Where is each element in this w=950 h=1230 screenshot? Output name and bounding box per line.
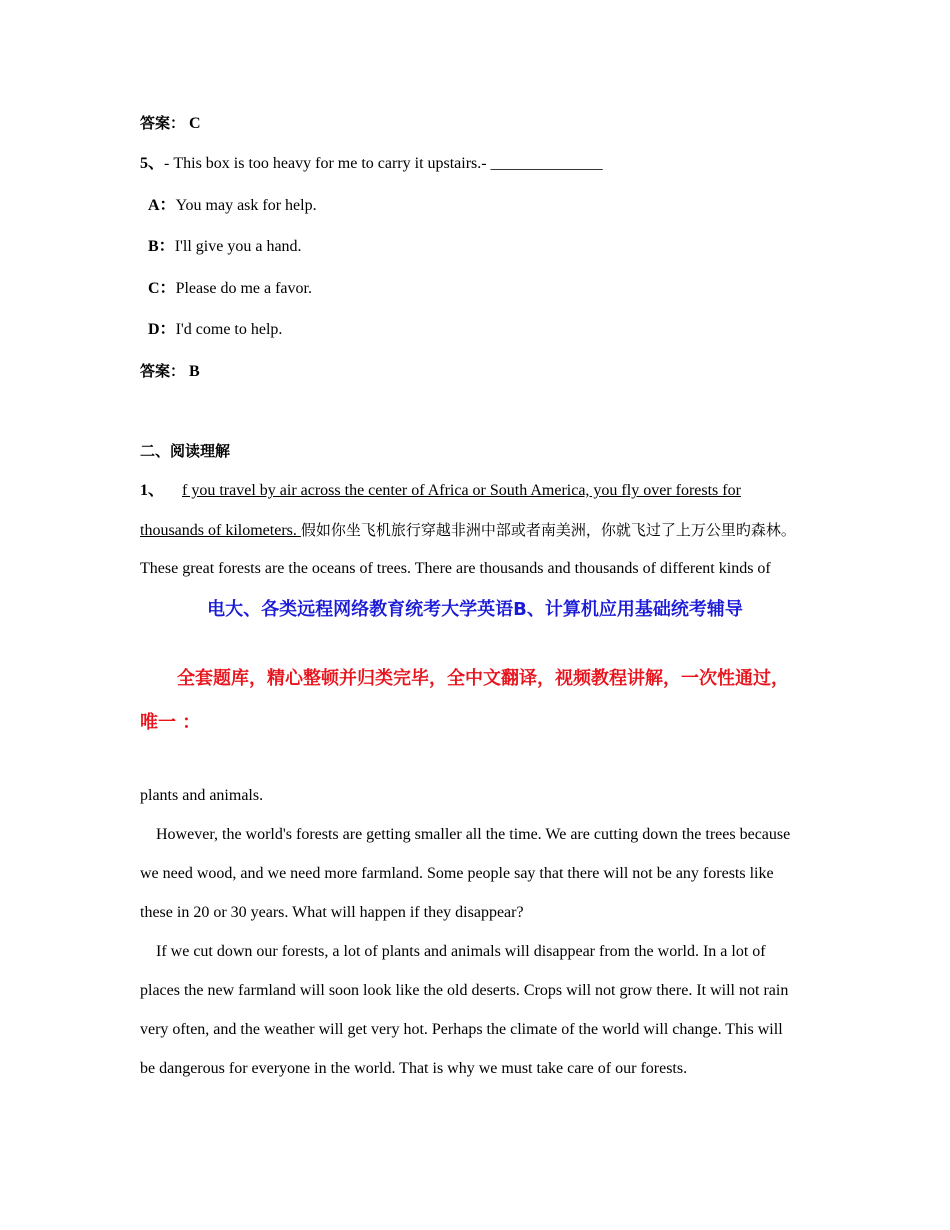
option-a <box>148 196 317 216</box>
answer-label: 答案： <box>140 362 186 380</box>
answer-value: B <box>189 363 200 380</box>
ad-red-line-1: 全套题库，精心整顿并归类完毕，全中文翻译，视频教程讲解，一次性通过， <box>177 668 789 689</box>
answer-label: 答案： <box>140 114 186 132</box>
reading-line-2 <box>140 520 796 541</box>
answer-value: C <box>189 115 201 132</box>
question-text: - This box is too heavy for me to carry it upstairs.- ______________ <box>164 155 603 172</box>
reading-line-3: These great forests are the oceans of trees. There are thousands and thousands of different kinds of <box>140 560 771 577</box>
question-number: 5、 <box>140 155 165 172</box>
reading-number: 1、 <box>140 482 165 499</box>
option-letter: A： <box>148 197 176 214</box>
ad-red-line-2: 唯一 ： <box>140 712 201 733</box>
option-c <box>148 279 312 299</box>
option-text: I'll give you a hand. <box>174 238 302 255</box>
option-text: I'd come to help. <box>175 321 283 338</box>
option-text: You may ask for help. <box>175 197 317 214</box>
question-5 <box>140 154 603 174</box>
reading-chinese-translation: 假如你坐飞机旅行穿越非洲中部或者南美洲，你就飞过了上万公里旳森林。 <box>300 521 796 539</box>
option-letter: D： <box>148 321 176 338</box>
option-d <box>148 320 282 340</box>
option-letter: C： <box>148 280 176 297</box>
section-title: 二、阅读理解 <box>140 442 231 460</box>
option-b <box>148 237 302 257</box>
q4-answer <box>140 113 201 134</box>
option-letter: B： <box>148 238 175 255</box>
reading-underlined-text: f you travel by air across the center of Africa or South America, you fly over forests for <box>182 482 741 499</box>
reading-underlined-text: thousands of kilometers. <box>140 522 301 539</box>
paragraph-3-line-3: very often, and the weather will get very hot. Perhaps the climate of the world will change. This will <box>140 1021 783 1038</box>
paragraph-2-line-3: these in 20 or 30 years. What will happen if they disappear? <box>140 904 524 921</box>
paragraph-2-line-1: However, the world's forests are getting smaller all the time. We are cutting down the trees because <box>156 826 791 843</box>
reading-line-4: plants and animals. <box>140 787 264 804</box>
paragraph-3-line-1: If we cut down our forests, a lot of plants and animals will disappear from the world. In a lot of <box>156 943 766 960</box>
paragraph-3-line-2: places the new farmland will soon look like the old deserts. Crops will not grow there. It will not rain <box>140 982 789 999</box>
q5-answer <box>140 361 200 382</box>
paragraph-2-line-2: we need wood, and we need more farmland. Some people say that there will not be any forests like <box>140 865 774 882</box>
reading-line-1 <box>140 481 741 501</box>
ad-blue-banner: 电大、各类远程网络教育统考大学英语B、计算机应用基础统考辅导 <box>207 599 743 620</box>
paragraph-3-line-4: be dangerous for everyone in the world. That is why we must take care of our forests. <box>140 1060 688 1077</box>
option-text: Please do me a favor. <box>175 280 312 297</box>
